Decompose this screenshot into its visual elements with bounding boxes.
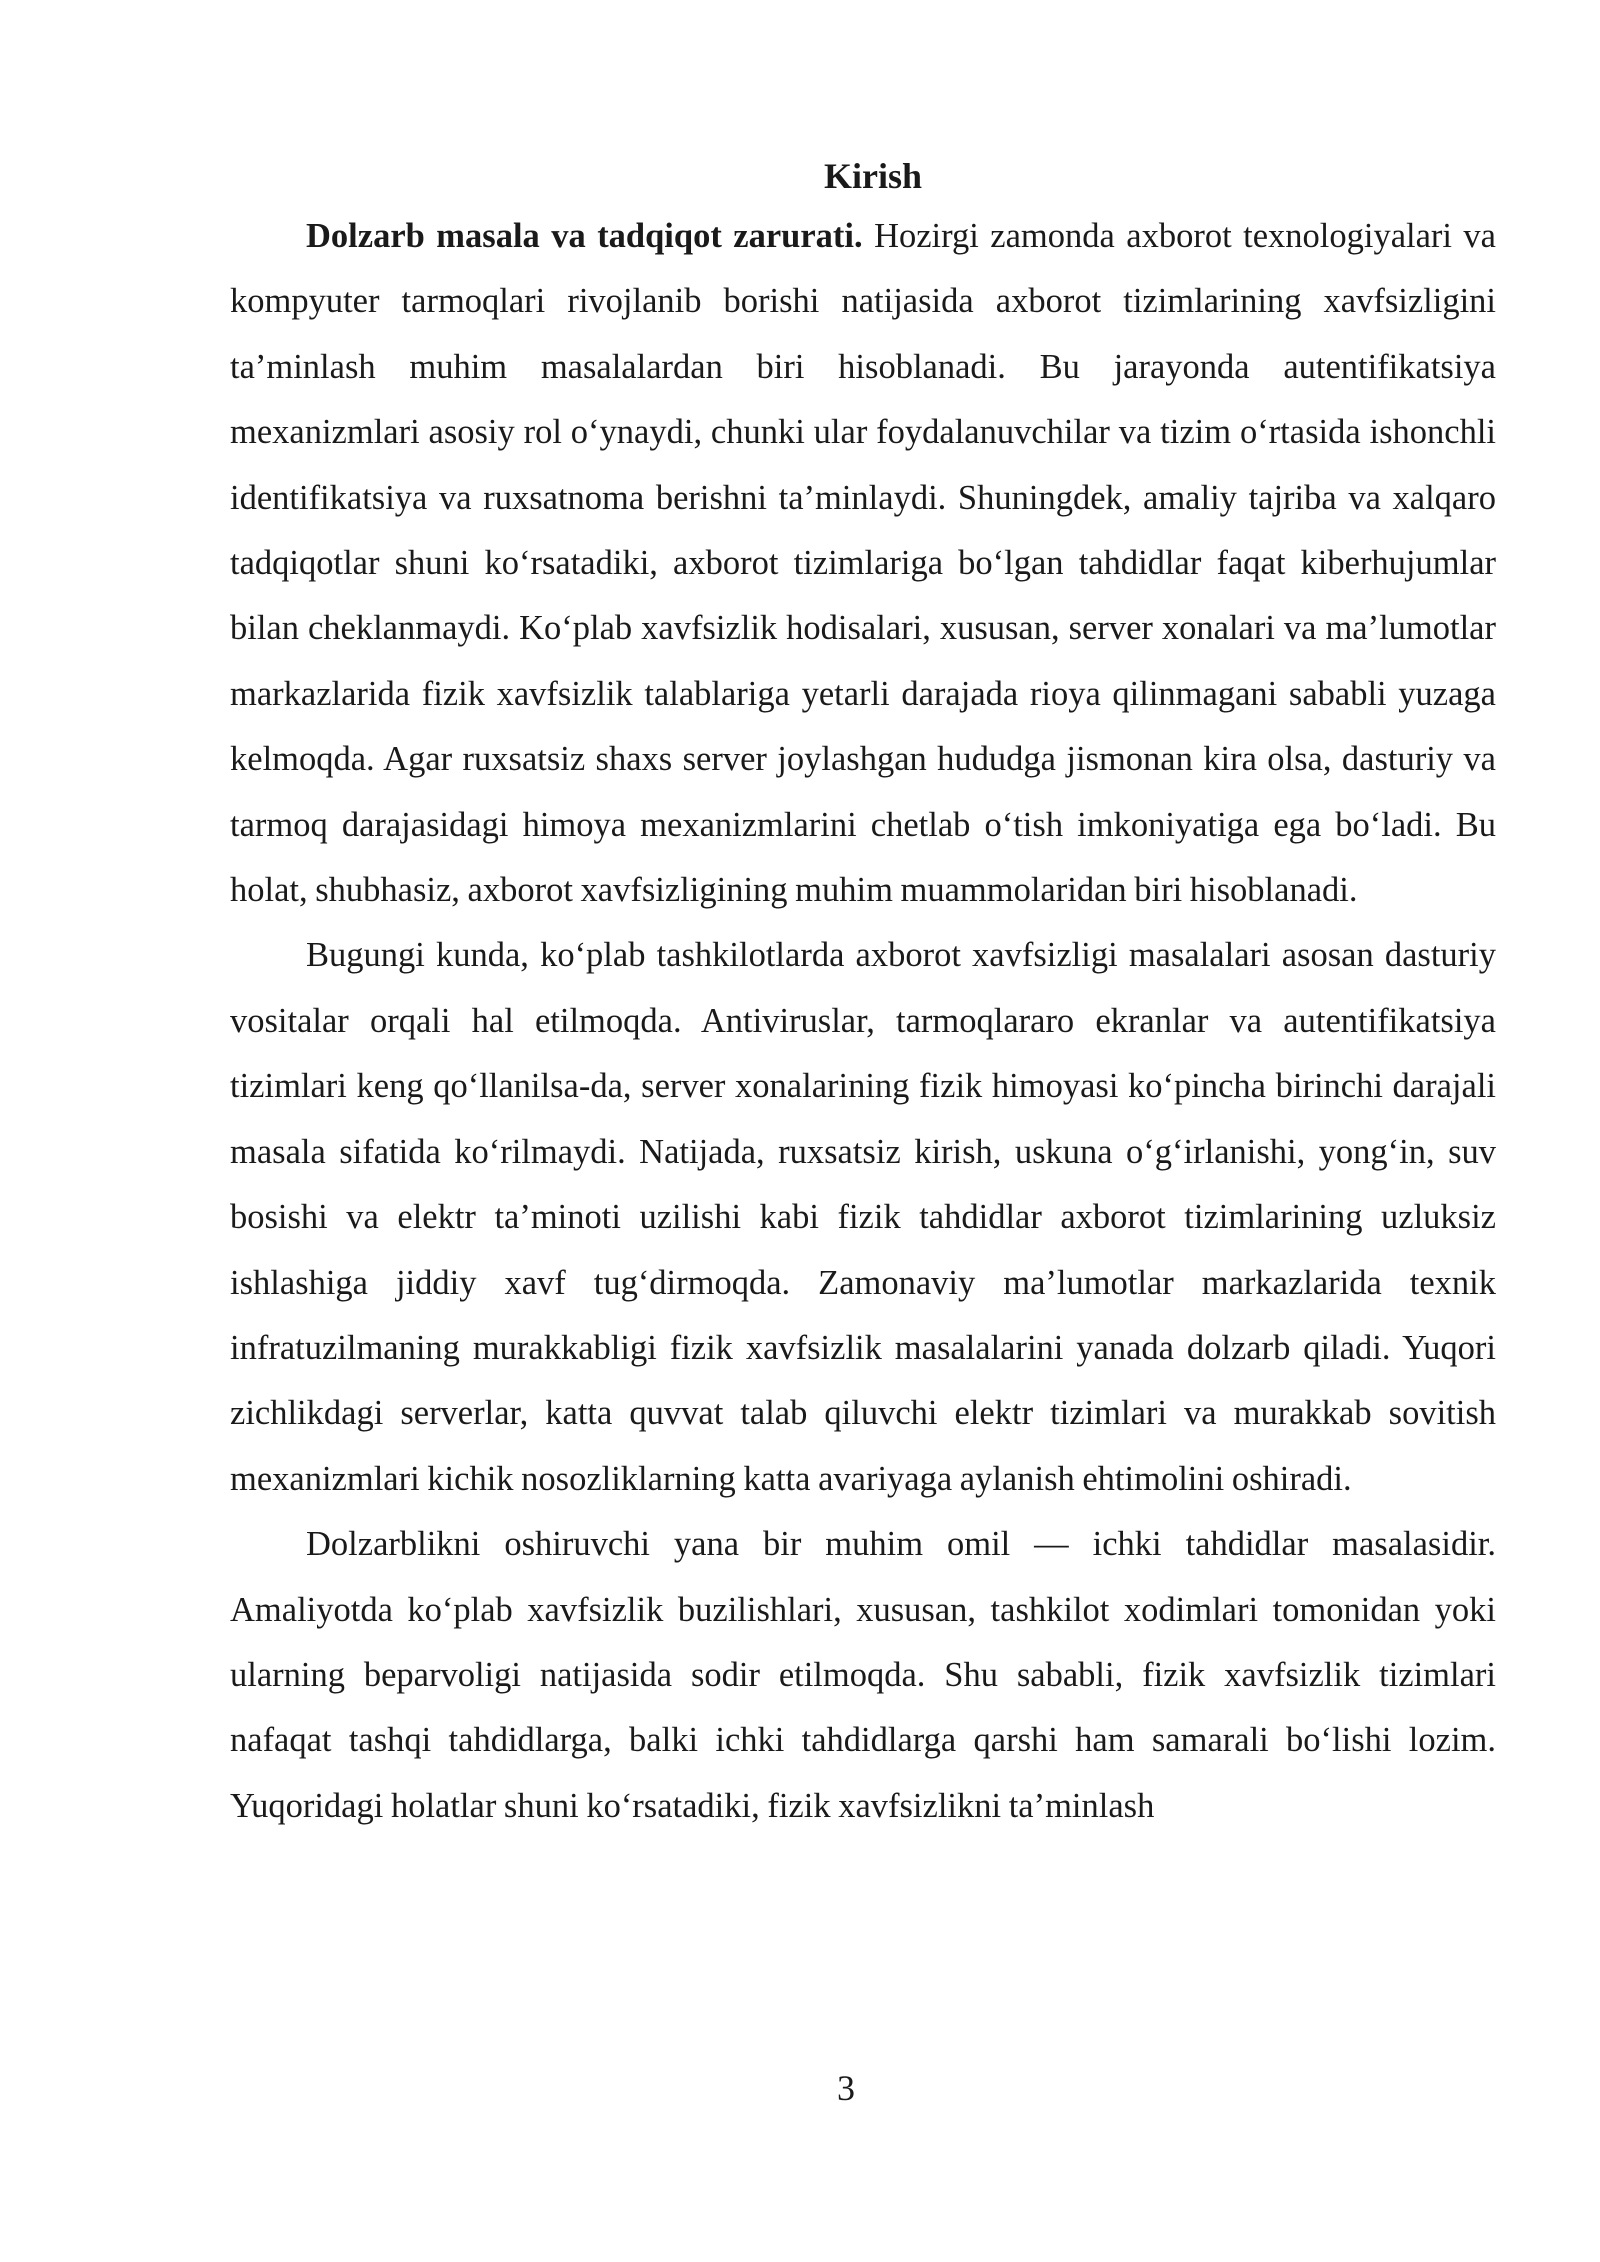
page-number: 3: [837, 2068, 855, 2108]
section-title: Kirish: [823, 156, 922, 196]
paragraph-text: Hozirgi zamonda axborot texnologiyalari va kompyuter tarmoqlari rivojlanib borishi natijasida axborot tizimlarining xavfsizligini ta’minlash muhim masalalardan biri hisoblanadi. Bu jarayonda autentifikatsiya mexanizmlari asosiy rol o‘ynaydi, chunki ular foydalanuvchilar va tizim o‘rtasida ishonchli identifikatsiya va ruxsatnoma berishni ta’minlaydi. Shuningdek, amaliy tajriba va xalqaro tadqiqotlar shuni ko‘rsatadiki, axborot tizimlariga bo‘lgan tahdidlar faqat kiberhujumlar bilan cheklanmaydi. Ko‘plab xavfsizlik hodisalari, xususan, server xonalari va ma’lumotlar markazlarida fizik xavfsizlik talablariga yetarli darajada rioya qilinmagani sababli yuzaga kelmoqda. Agar ruxsatsiz shaxs server joylashgan hududga jismonan kira olsa, dasturiy va tarmoq darajasidagi himoya mexanizmlarini chetlab o‘tish imkoniyatiga ega bo‘ladi. Bu holat, shubhasiz, axborot xavfsizligining muhim muammolaridan biri hisoblanadi.: [230, 217, 1496, 910]
paragraph-text: Dolzarblikni oshiruvchi yana bir muhim omil — ichki tahdidlar masalasidir. Amaliyotda ko‘plab xavfsizlik buzilishlari, xususan, tashkilot xodimlari tomonidan yoki ularning beparvoligi natijasida sodir etilmoqda. Shu sababli, fizik xavfsizlik tizimlari nafaqat tashqi tahdidlarga, balki ichki tahdidlarga qarshi ham samarali bo‘lishi lozim. Yuqoridagi holatlar shuni ko‘rsatadiki, fizik xavfsizlikni ta’minlash: [230, 1525, 1496, 1825]
paragraph-lead-heading: Dolzarb masala va tadqiqot zarurati.: [306, 217, 863, 255]
paragraph-2: [230, 923, 1496, 1512]
paragraph-3: [230, 1512, 1496, 1839]
paragraph-1: [230, 204, 1496, 923]
document-body: [230, 148, 1496, 1839]
paragraph-text: Bugungi kunda, ko‘plab tashkilotlarda axborot xavfsizligi masalalari asosan dasturiy vositalar orqali hal etilmoqda. Antiviruslar, tarmoqlararo ekranlar va autentifikatsiya tizimlari keng qo‘llanilsa-da, server xonalarining fizik himoyasi ko‘pincha birinchi darajali masala sifatida ko‘rilmaydi. Natijada, ruxsatsiz kirish, uskuna o‘g‘irlanishi, yong‘in, suv bosishi va elektr ta’minoti uzilishi kabi fizik tahdidlar axborot tizimlarining uzluksiz ishlashiga jiddiy xavf tug‘dirmoqda. Zamonaviy ma’lumotlar markazlarida texnik infratuzilmaning murakkabligi fizik xavfsizlik masalalarini yanada dolzarb qiladi. Yuqori zichlikdagi serverlar, katta quvvat talab qiluvchi elektr tizimlari va murakkab sovitish mexanizmlari kichik nosozliklarning katta avariyaga aylanish ehtimolini oshiradi.: [230, 936, 1496, 1498]
